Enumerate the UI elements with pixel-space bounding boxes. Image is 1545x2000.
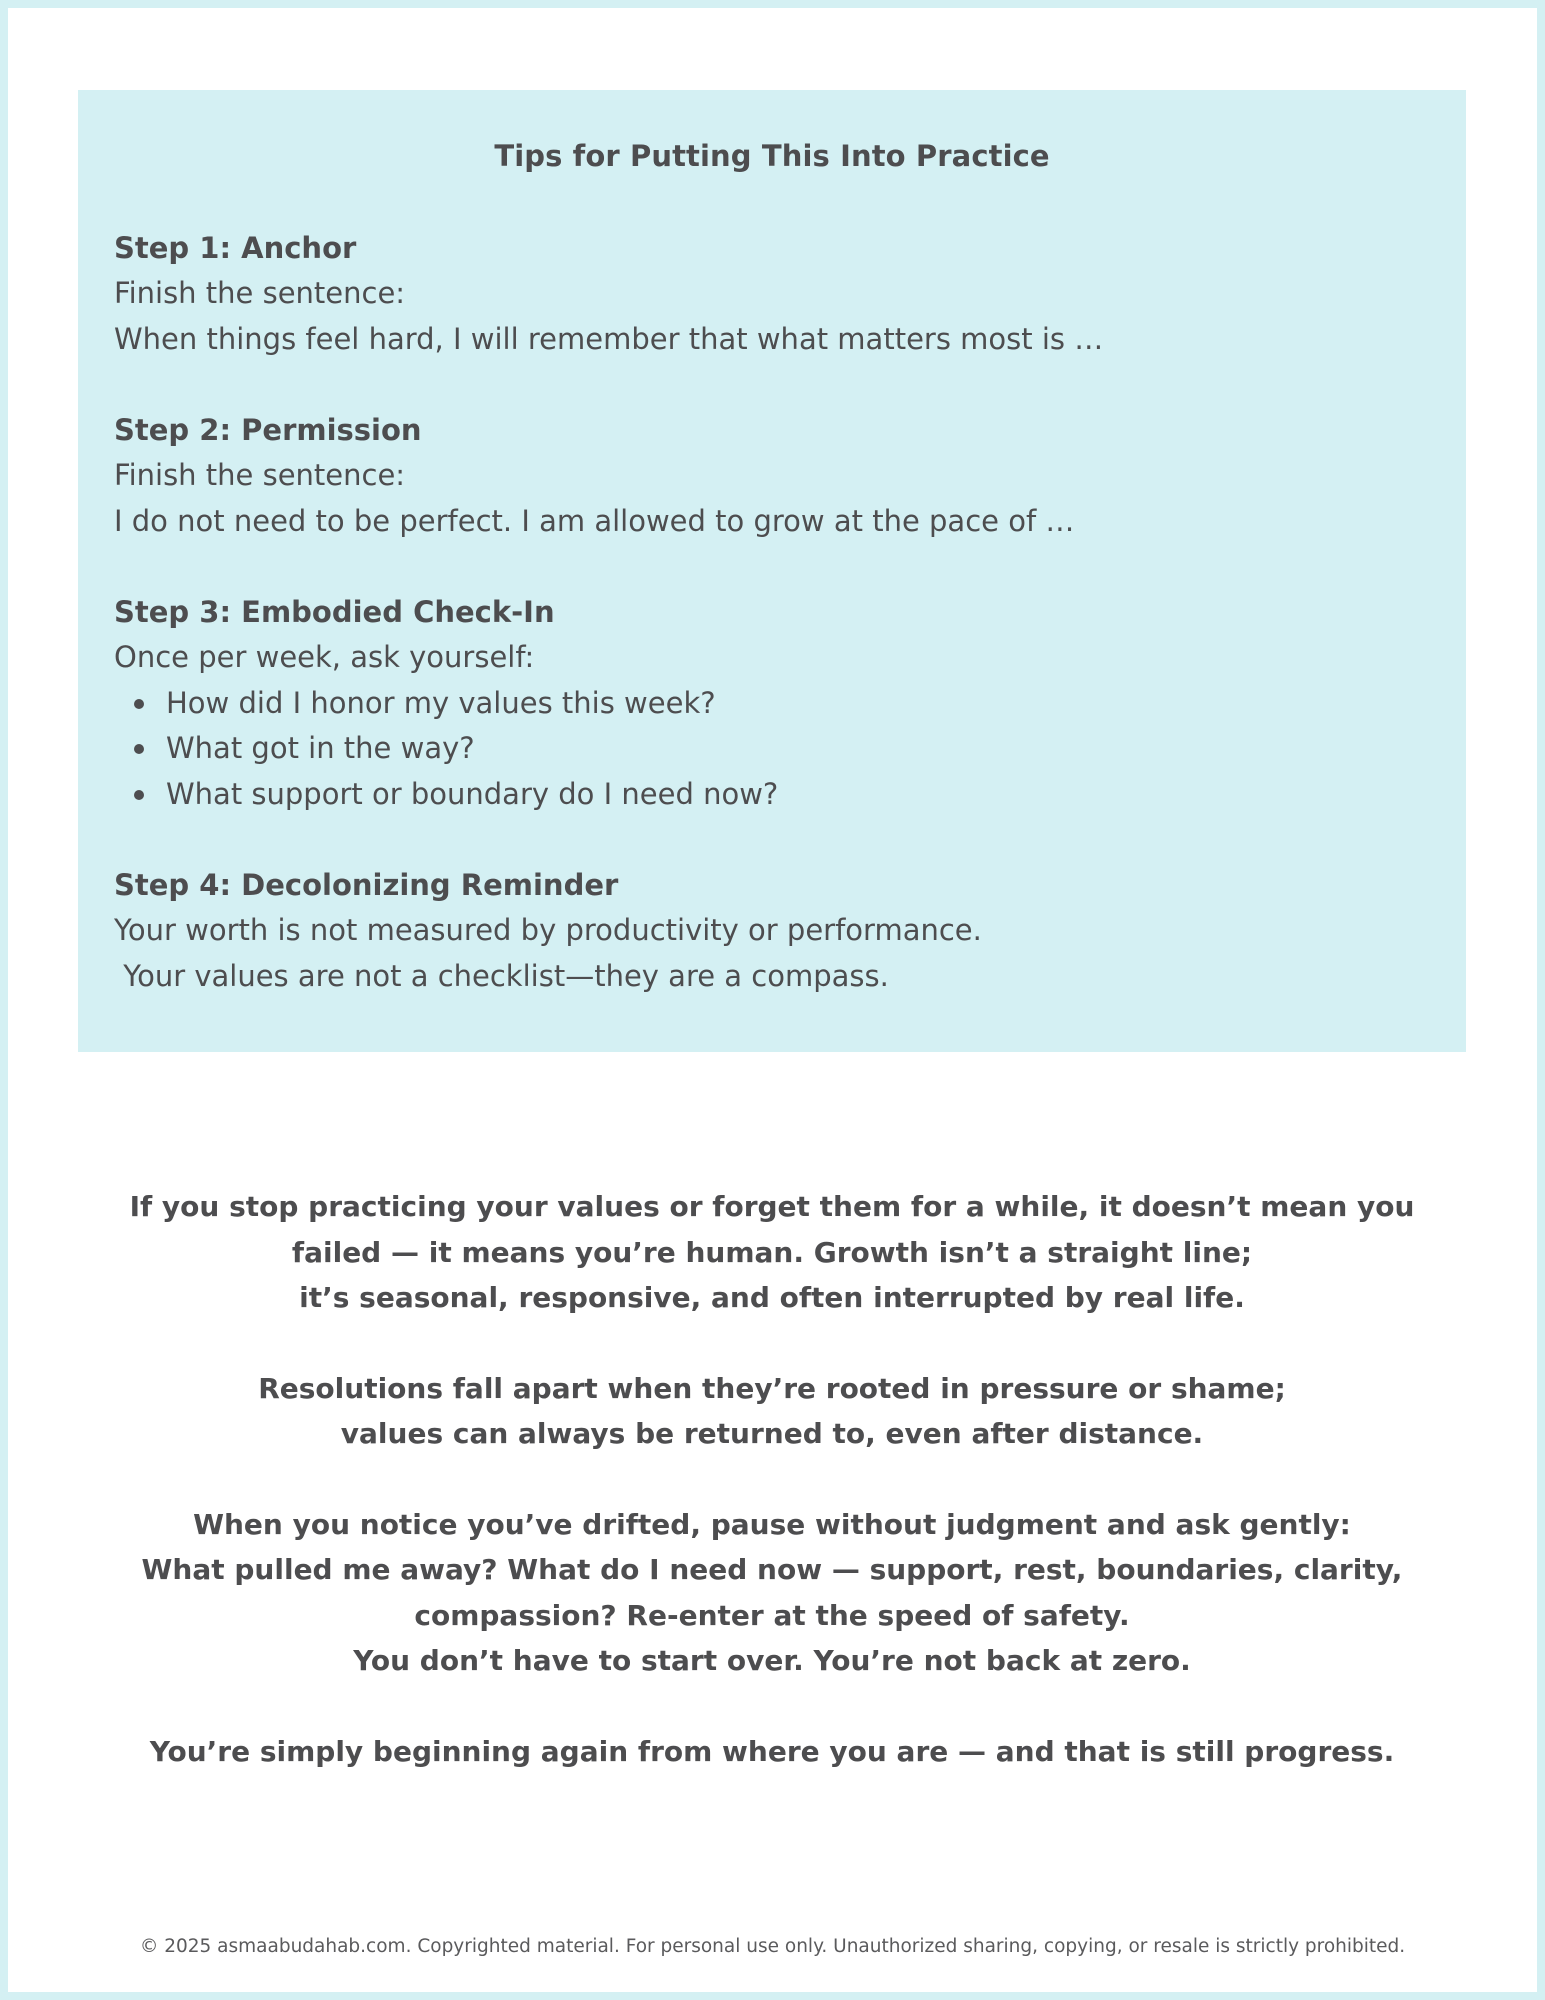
step-heading: Step 4: Decolonizing Reminder (114, 868, 619, 902)
message-line: If you stop practicing your values or forget them for a while, it doesn’t mean you (129, 1190, 1415, 1223)
step-text: When things feel hard, I will remember that what matters most is … (114, 321, 1104, 356)
message-line: You don’t have to start over. You’re not back at zero. (353, 1644, 1191, 1677)
step-4 (114, 863, 1430, 999)
list-item-text: What got in the way? (166, 731, 475, 765)
message-paragraph (78, 1729, 1466, 1775)
message-line: What pulled me away? What do I need now — support, rest, boundaries, clarity, (141, 1553, 1403, 1586)
step-text: I do not need to be perfect. I am allowed to grow at the pace of … (114, 503, 1075, 538)
step-text: Finish the sentence: (114, 458, 406, 492)
list-item-text: How did I honor my values this week? (166, 685, 716, 720)
step-1 (114, 226, 1430, 362)
step-text: Your worth is not measured by productivity or performance. (114, 913, 982, 947)
message-line: You’re simply beginning again from where you are — and that is still progress. (149, 1734, 1395, 1768)
message-paragraph (78, 1366, 1466, 1457)
list-item (114, 681, 1430, 727)
list-item (114, 726, 1430, 772)
message-line: it’s seasonal, responsive, and often interrupted by real life. (299, 1281, 1245, 1314)
closing-message (78, 1184, 1466, 1774)
message-paragraph (78, 1502, 1466, 1684)
step-heading: Step 3: Embodied Check-In (114, 595, 555, 629)
list-item-text: What support or boundary do I need now? (166, 776, 779, 811)
step-text: Once per week, ask yourself: (114, 640, 535, 674)
bullet-icon (134, 699, 144, 709)
step-heading: Step 1: Anchor (114, 231, 357, 265)
message-line: values can always be returned to, even after distance. (340, 1417, 1204, 1450)
tips-title: Tips for Putting This Into Practice (494, 139, 1050, 173)
message-line: Resolutions fall apart when they’re rooted in pressure or shame; (258, 1371, 1286, 1405)
message-paragraph (78, 1184, 1466, 1321)
step-text: Your values are not a checklist—they are a compass. (114, 958, 889, 993)
check-in-question-list (114, 681, 1430, 818)
message-line: failed — it means you’re human. Growth isn’t a straight line; (291, 1235, 1253, 1269)
step-text: Finish the sentence: (114, 276, 406, 310)
copyright-footer: © 2025 asmaabudahab.com. Copyrighted material. For personal use only. Unauthorized sharing, copying, or resale is strictly prohibited. (139, 1936, 1406, 1957)
step-3 (114, 590, 1430, 817)
tips-panel (78, 90, 1466, 1052)
message-line: When you notice you’ve drifted, pause without judgment and ask gently: (193, 1507, 1351, 1541)
list-item (114, 772, 1430, 818)
bullet-icon (134, 790, 144, 800)
step-heading: Step 2: Permission (114, 413, 422, 447)
bullet-icon (134, 744, 144, 754)
step-2 (114, 408, 1430, 544)
message-line: compassion? Re-enter at the speed of safety. (414, 1598, 1130, 1632)
